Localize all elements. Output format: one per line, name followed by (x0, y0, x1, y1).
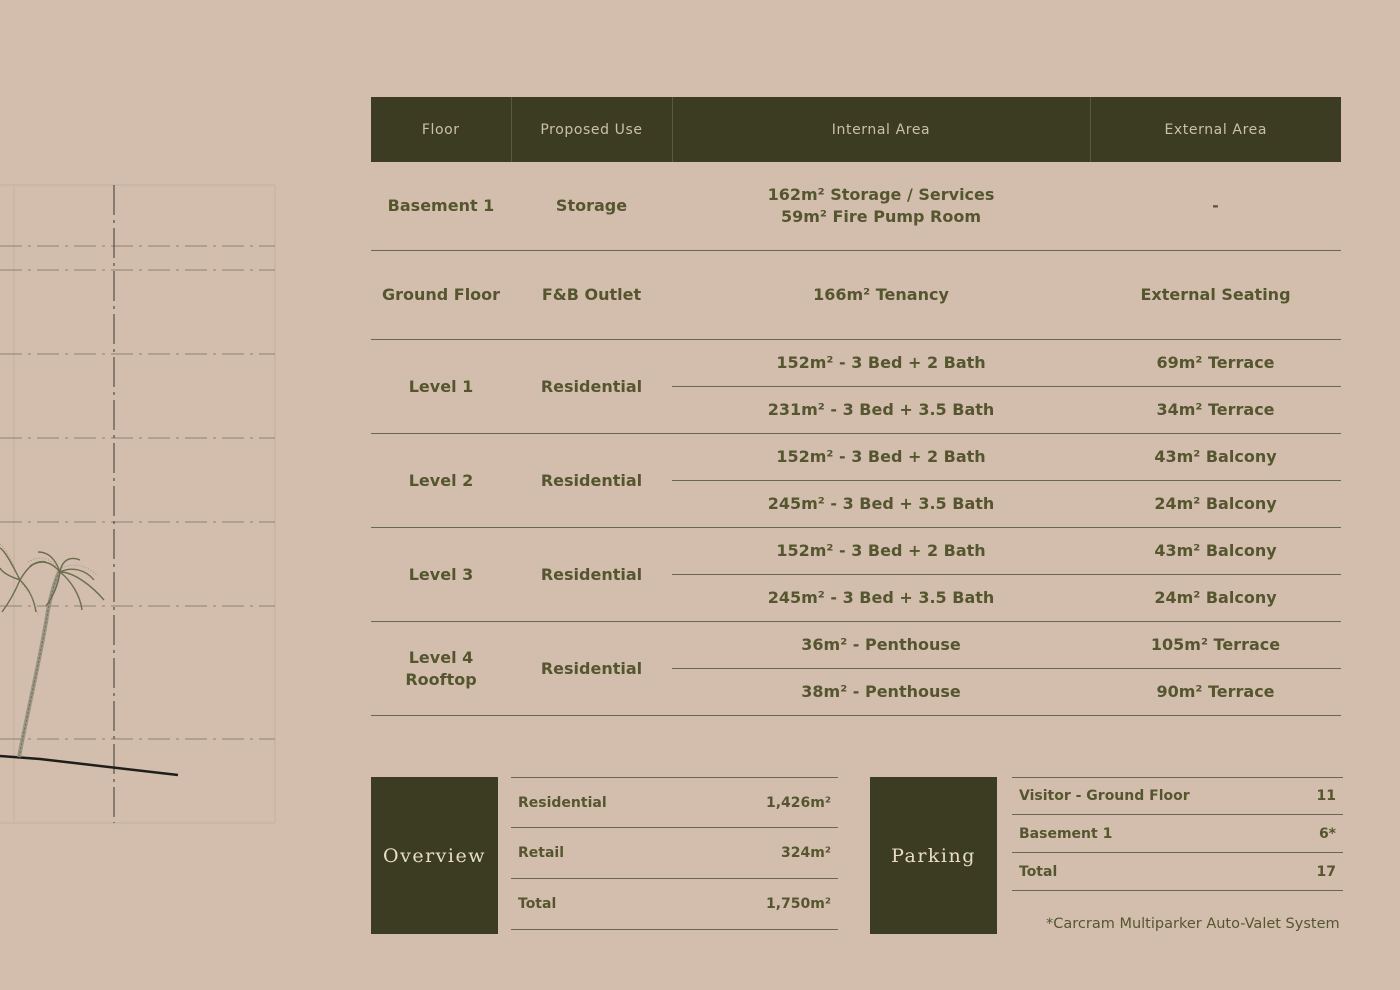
external-cell: 43m² Balcony (1090, 528, 1341, 575)
table-row-basement (371, 162, 1341, 251)
parking-row-value: 11 (1316, 788, 1336, 804)
parking-row-value: 17 (1316, 863, 1336, 880)
external-cell: 34m² Terrace (1090, 387, 1341, 434)
overview-label: Overview (371, 777, 498, 934)
frame-lines (0, 185, 275, 823)
table-row (511, 777, 838, 828)
table-row (511, 879, 838, 930)
table-row-ground-floor (371, 251, 1341, 340)
external-cell: 43m² Balcony (1090, 434, 1341, 481)
floor-cell (371, 622, 511, 716)
floor-line: Rooftop (405, 669, 477, 689)
header-floor: Floor (371, 97, 511, 162)
floor-line: Level 4 (408, 647, 474, 667)
use-cell: F&B Outlet (511, 251, 672, 340)
internal-cell: 152m² - 3 Bed + 2 Bath (672, 434, 1090, 481)
external-cell: 69m² Terrace (1090, 340, 1341, 387)
overview-row-value: 1,750m² (765, 896, 831, 912)
internal-line: 59m² Fire Pump Room (780, 207, 982, 226)
overview-table (511, 777, 838, 930)
ground-line (0, 756, 178, 775)
table-row-level-2 (371, 434, 1341, 481)
internal-cell: 231m² - 3 Bed + 3.5 Bath (672, 387, 1090, 434)
parking-table (1012, 777, 1343, 891)
internal-line: 162m² Storage / Services (767, 185, 995, 204)
overview-row-value: 324m² (781, 845, 831, 861)
overview-row-name: Residential (518, 794, 607, 811)
overview-row-name: Retail (518, 845, 565, 861)
floor-cell: Level 1 (371, 340, 511, 434)
parking-row-name: Visitor - Ground Floor (1019, 788, 1190, 804)
level-lines (0, 246, 275, 739)
elevation-drawing (0, 0, 290, 990)
internal-cell: 152m² - 3 Bed + 2 Bath (672, 528, 1090, 575)
external-cell: External Seating (1090, 251, 1341, 340)
parking-row-value: 6* (1318, 825, 1336, 842)
external-cell: - (1090, 162, 1341, 251)
use-cell: Storage (511, 162, 672, 251)
floor-cell: Level 2 (371, 434, 511, 528)
internal-cell: 245m² - 3 Bed + 3.5 Bath (672, 575, 1090, 622)
external-cell: 24m² Balcony (1090, 575, 1341, 622)
external-cell: 90m² Terrace (1090, 669, 1341, 716)
overview-row-name: Total (518, 896, 557, 912)
floor-cell: Basement 1 (371, 162, 511, 251)
header-proposed-use: Proposed Use (511, 97, 672, 162)
table-row (511, 828, 838, 879)
header-external-area: External Area (1090, 97, 1341, 162)
internal-cell: 36m² - Penthouse (672, 622, 1090, 669)
use-cell: Residential (511, 434, 672, 528)
parking-label: Parking (870, 777, 997, 934)
use-cell: Residential (511, 528, 672, 622)
table-row-level-1 (371, 340, 1341, 387)
table-row-level-4 (371, 622, 1341, 669)
internal-cell (672, 162, 1090, 251)
header-row (371, 97, 1341, 162)
palm-tree-icon (0, 544, 104, 757)
floor-cell: Ground Floor (371, 251, 511, 340)
table-row (1012, 853, 1343, 891)
table-row (1012, 815, 1343, 853)
use-cell: Residential (511, 340, 672, 434)
external-cell: 24m² Balcony (1090, 481, 1341, 528)
parking-row-name: Basement 1 (1019, 825, 1113, 842)
external-cell: 105m² Terrace (1090, 622, 1341, 669)
internal-cell: 38m² - Penthouse (672, 669, 1090, 716)
internal-cell: 245m² - 3 Bed + 3.5 Bath (672, 481, 1090, 528)
floor-cell: Level 3 (371, 528, 511, 622)
use-cell: Residential (511, 622, 672, 716)
header-internal-area: Internal Area (672, 97, 1090, 162)
floor-schedule-table (371, 97, 1341, 716)
internal-cell: 152m² - 3 Bed + 2 Bath (672, 340, 1090, 387)
overview-row-value: 1,426m² (765, 794, 831, 811)
parking-row-name: Total (1019, 863, 1058, 880)
table-row (1012, 777, 1343, 815)
parking-footnote: *Carcram Multiparker Auto-Valet System (1046, 916, 1340, 932)
internal-cell: 166m² Tenancy (672, 251, 1090, 340)
table-row-level-3 (371, 528, 1341, 575)
